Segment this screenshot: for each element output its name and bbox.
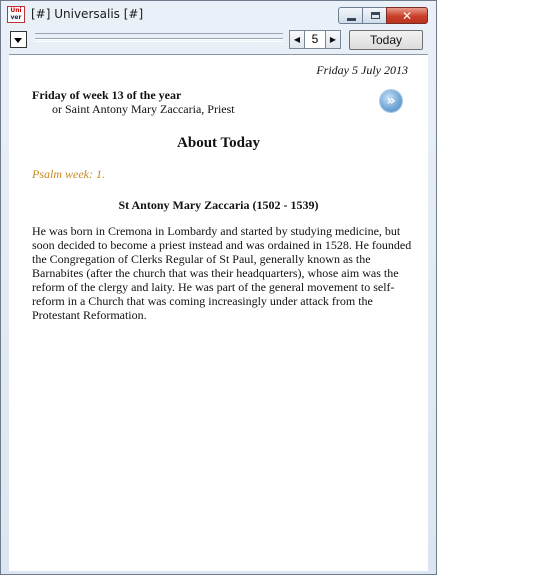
saint-title: St Antony Mary Zaccaria (1502 - 1539)	[118, 198, 319, 212]
window-title: [#] Universalis [#]	[31, 7, 144, 21]
chevron-down-icon	[14, 38, 22, 43]
minimize-button[interactable]	[338, 7, 363, 24]
content-pane	[9, 54, 428, 571]
today-button[interactable]: Today	[349, 30, 423, 50]
close-button[interactable]	[386, 7, 428, 24]
maximize-button[interactable]	[362, 7, 387, 24]
minimize-icon	[347, 18, 356, 21]
saint-description: He was born in Cremona in Lombardy and started by studying medicine, but soon decided to become a priest instead and was ordained in 1528. He founded the Congregation of Clerks Regular of St Paul, generally known as the Barnabites (after the church that was their headquarters), whose aim was the reform of the clergy and laity. He was part of the general movement to self-reform in a Church that was coming increasingly under attack from the Protestant Reformation.	[32, 224, 412, 322]
feast-block	[32, 88, 235, 116]
app-icon[interactable]	[7, 6, 25, 23]
next-page-icon[interactable]	[380, 90, 402, 112]
day-spinner	[289, 30, 341, 49]
next-day-button[interactable]: ▶	[325, 30, 341, 49]
spinner-value[interactable]: 5	[305, 30, 325, 49]
app-icon-line-1: Uni	[10, 7, 22, 14]
previous-day-button[interactable]: ◀	[289, 30, 305, 49]
feast-day: Friday of week 13 of the year	[32, 88, 182, 102]
page-heading: About Today	[177, 135, 260, 151]
caption-buttons	[338, 7, 428, 24]
title-bar[interactable]	[1, 1, 436, 28]
next-glyph: »	[386, 93, 396, 109]
toolbar	[1, 28, 436, 52]
app-icon-line-2: ver	[10, 14, 22, 21]
psalm-week: Psalm week: 1.	[32, 167, 105, 181]
current-date: Friday 5 July 2013	[316, 63, 408, 77]
menu-dropdown-button[interactable]	[10, 31, 27, 48]
feast-alternative-link[interactable]: or Saint Antony Mary Zaccaria, Priest	[52, 102, 235, 116]
maximize-icon	[371, 12, 380, 19]
close-icon: ✕	[401, 9, 413, 23]
slider-track-lower	[35, 38, 283, 42]
